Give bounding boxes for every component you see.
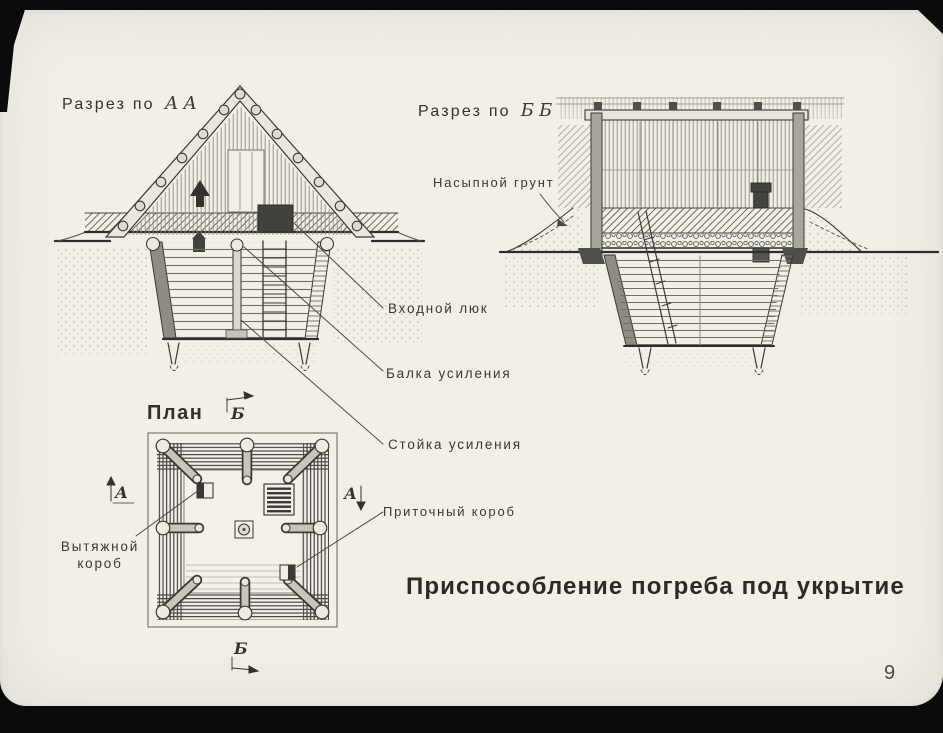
section-aa-drawing <box>55 86 424 444</box>
callout-exhaust-duct <box>48 538 152 572</box>
section-aa-title-prefix: Разрез по <box>62 96 155 113</box>
center-post-plan <box>235 521 253 538</box>
section-aa-title-mark: АА <box>164 93 203 114</box>
exhaust-duct-bb <box>751 183 771 208</box>
section-mark-a-right: А <box>344 484 358 503</box>
reinforcement-post-shape <box>233 249 241 330</box>
exhaust-duct-plan <box>197 483 213 498</box>
section-mark-b-top: Б <box>231 404 245 423</box>
page-number: 9 <box>884 662 897 684</box>
callout-entrance-hatch: Входной люк <box>388 301 489 316</box>
hatch-opening-plan <box>264 484 294 515</box>
reinforcement-beam-end <box>231 239 243 251</box>
section-bb-title <box>418 100 557 121</box>
callout-exhaust-duct-line2: короб <box>77 556 123 571</box>
callout-reinforcement-beam: Балка усиления <box>386 366 512 381</box>
supply-duct-plan <box>280 565 295 580</box>
callout-exhaust-duct-line1: Вытяжной <box>60 539 140 554</box>
figure-title: Приспособление погреба под укрытие <box>406 573 905 600</box>
section-aa-title <box>62 93 202 114</box>
plan-drawing <box>107 392 383 673</box>
callout-reinforcement-post: Стойка усиления <box>388 437 522 452</box>
callout-supply-duct: Приточный короб <box>383 504 516 519</box>
section-mark-a-left: А <box>115 483 129 502</box>
section-bb-title-prefix: Разрез по <box>418 103 511 120</box>
section-bb-drawing <box>500 97 938 375</box>
entrance-hatch-cover <box>258 205 293 232</box>
section-bb-title-mark: ББ <box>520 100 558 121</box>
callout-fill-soil: Насыпной грунт <box>433 175 555 190</box>
section-mark-b-bottom: Б <box>234 639 248 658</box>
plan-title: План <box>147 402 204 424</box>
